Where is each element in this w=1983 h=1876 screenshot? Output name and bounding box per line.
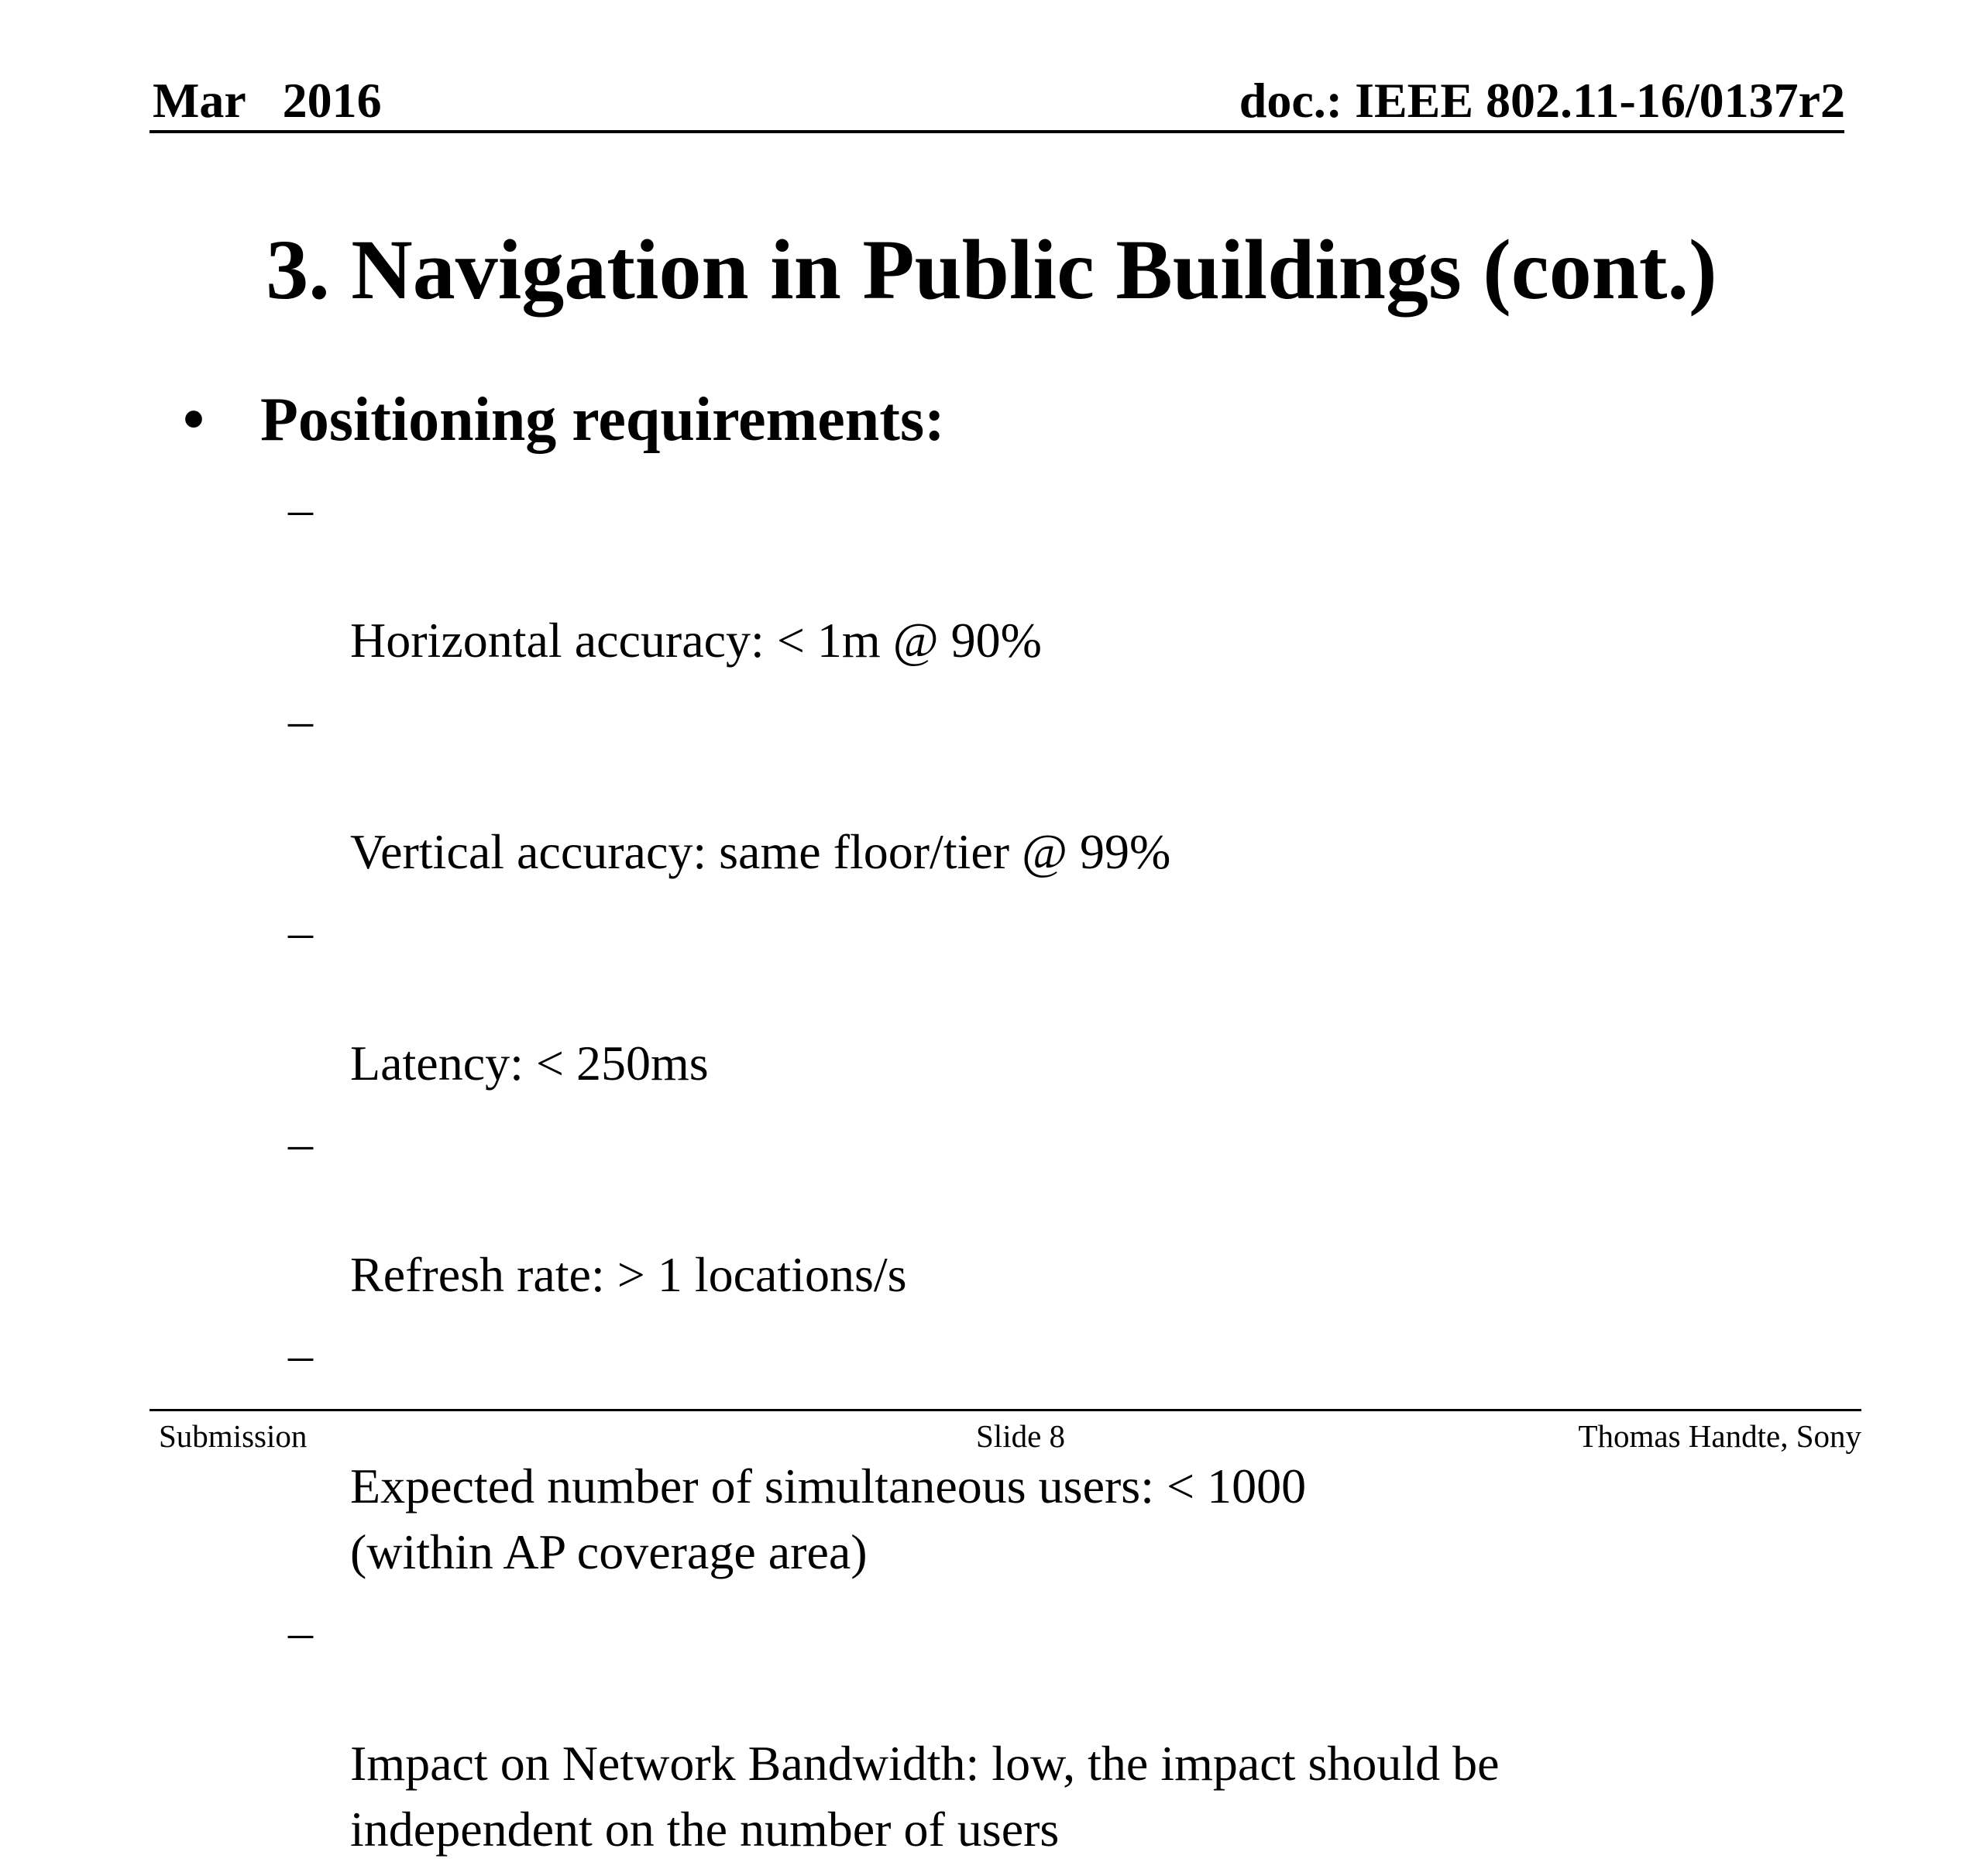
sub-item-vertical-accuracy xyxy=(288,687,1500,885)
sub-item-text: Expected number of simultaneous users: < 1000 (within AP coverage area) xyxy=(350,1459,1307,1579)
sub-item-text: Vertical accuracy: same floor/tier @ 99% xyxy=(350,824,1171,879)
sub-item-refresh-rate xyxy=(288,1110,1500,1307)
sub-item-text: Refresh rate: > 1 locations/s xyxy=(350,1247,907,1302)
slide-title: 3. Navigation in Public Buildings (cont.) xyxy=(266,222,1717,317)
bullet-text: Positioning requirements: xyxy=(260,386,945,454)
footer-author: Thomas Handte, Sony xyxy=(1578,1418,1861,1454)
dash-marker: – xyxy=(288,692,313,747)
sub-item-text: Horizontal accuracy: < 1m @ 90% xyxy=(350,613,1042,668)
footer-submission: Submission xyxy=(159,1418,308,1454)
header-date: Mar 2016 xyxy=(153,73,382,128)
sub-item-text: Impact on Network Bandwidth: low, the impact should be independent on the number of users xyxy=(350,1736,1500,1857)
dash-marker: – xyxy=(288,1604,313,1659)
sub-item-horizontal-accuracy xyxy=(288,476,1500,673)
dash-marker: – xyxy=(288,1327,313,1382)
sub-item-text: Latency: < 250ms xyxy=(350,1036,709,1091)
dash-marker: – xyxy=(288,904,313,959)
sub-bullet-list xyxy=(288,476,1500,1876)
header-doc-id: doc.: IEEE 802.11-16/0137r2 xyxy=(1239,73,1845,128)
sub-item-network-bandwidth xyxy=(288,1599,1500,1862)
sub-item-simultaneous-users xyxy=(288,1321,1500,1585)
bullet-item xyxy=(183,386,945,454)
header-divider xyxy=(149,130,1844,133)
footer-slide-number: Slide 8 xyxy=(976,1418,1066,1454)
bullet-marker: • xyxy=(183,386,205,454)
dash-marker: – xyxy=(288,481,313,536)
sub-item-latency xyxy=(288,898,1500,1096)
footer-divider xyxy=(149,1409,1861,1411)
dash-marker: – xyxy=(288,1115,313,1170)
